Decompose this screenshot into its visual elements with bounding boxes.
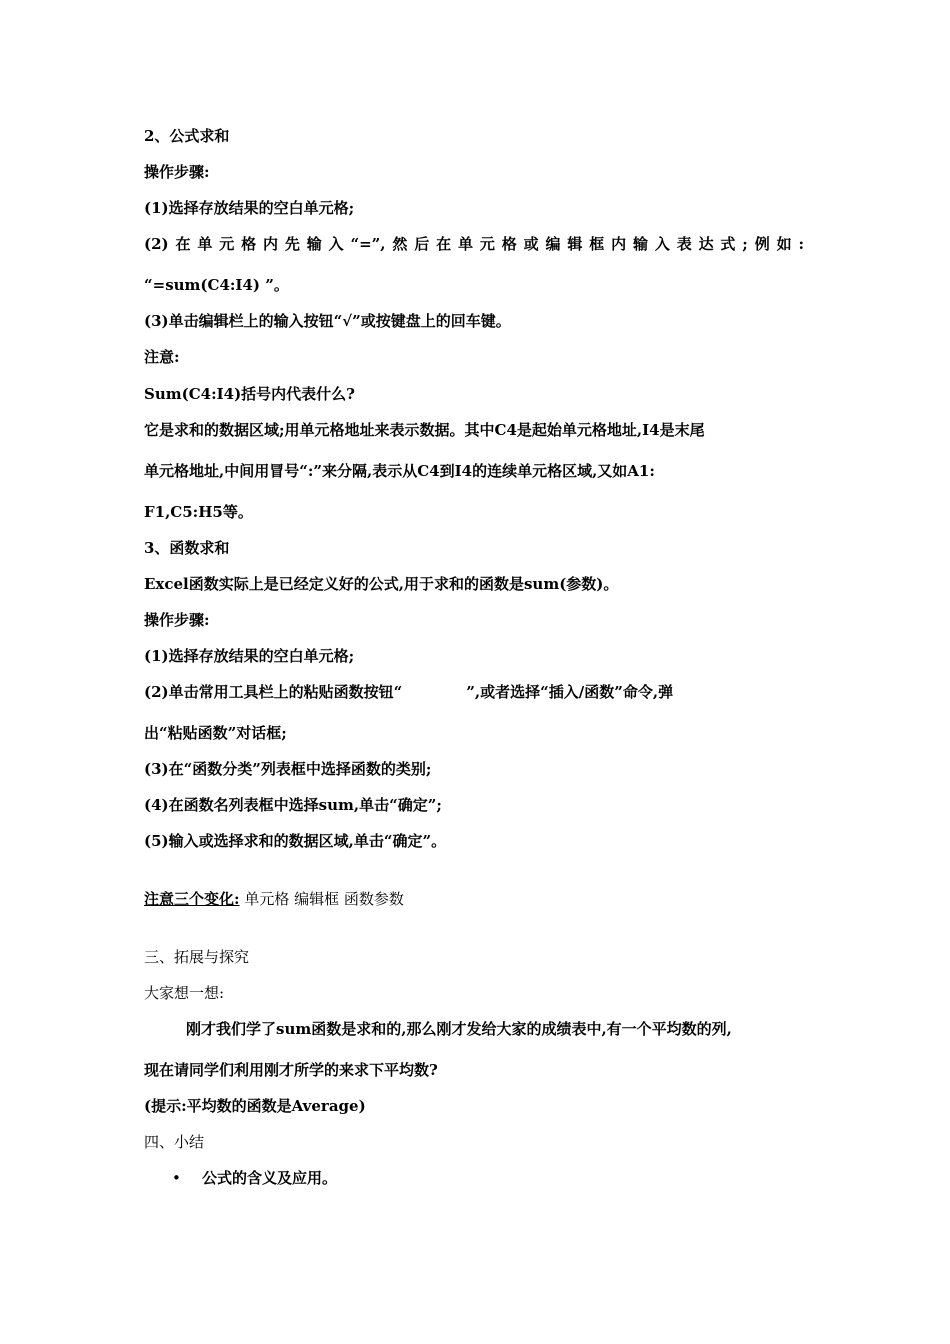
three-changes-items: 单元格 编辑框 函数参数 [239,890,404,908]
answer-line-1: 它是求和的数据区域;用单元格地址来表示数据。其中C4是起始单元格地址,I4是末尾 [144,421,705,439]
steps-label-2: 操作步骤: [144,611,210,629]
answer-line-3: F1,C5:H5等。 [144,503,253,521]
func-step-4: (4)在函数名列表框中选择sum,单击“确定”; [144,796,442,814]
excel-intro: Excel函数实际上是已经定义好的公式,用于求和的函数是sum(参数)。 [144,575,619,593]
step-1: (1)选择存放结果的空白单元格; [144,199,355,217]
section-summary-title: 四、小结 [144,1133,205,1151]
summary-item-1: 公式的含义及应用。 [202,1169,338,1187]
step-2-line-2: “=sum(C4:I4) ”。 [144,276,289,294]
func-step-3: (3)在“函数分类”列表框中选择函数的类别; [144,760,432,778]
step-3: (3)单击编辑栏上的输入按钮“√”或按键盘上的回车键。 [144,312,511,330]
section-3-title: 3、函数求和 [144,539,230,557]
func-step-2-line-2: 出“粘贴函数”对话框; [144,724,287,742]
three-changes-label: 注意三个变化: [144,890,240,908]
func-step-5: (5)输入或选择求和的数据区域,单击“确定”。 [144,832,447,850]
think-prompt: 大家想一想: [144,984,225,1002]
note-label: 注意: [144,348,180,366]
extend-para-line-1: 刚才我们学了sum函数是求和的,那么刚才发给大家的成绩表中,有一个平均数的列, [186,1020,732,1038]
steps-label: 操作步骤: [144,163,210,181]
section-extend-title: 三、拓展与探究 [144,948,250,966]
step-2-line-1: (2)在单元格内先输入“=”,然后在单元格或编辑框内输入表达式;例如: [144,235,804,253]
func-step-2-left: (2)单击常用工具栏上的粘贴函数按钮“ [144,683,403,701]
average-hint: (提示:平均数的函数是Average) [144,1097,366,1115]
func-step-2-line-1 [144,682,673,702]
three-changes-note [144,889,404,909]
bullet-icon: • [172,1169,181,1187]
answer-line-2: 单元格地址,中间用冒号“:”来分隔,表示从C4到I4的连续单元格区域,又如A1: [144,462,655,480]
extend-para-line-2: 现在请同学们利用刚才所学的来求下平均数? [144,1061,438,1079]
func-step-2-right: ”,或者选择“插入/函数”命令,弹 [466,683,674,701]
section-2-title: 2、公式求和 [144,127,230,145]
func-step-1: (1)选择存放结果的空白单元格; [144,647,355,665]
sum-question: Sum(C4:I4)括号内代表什么? [144,385,355,403]
